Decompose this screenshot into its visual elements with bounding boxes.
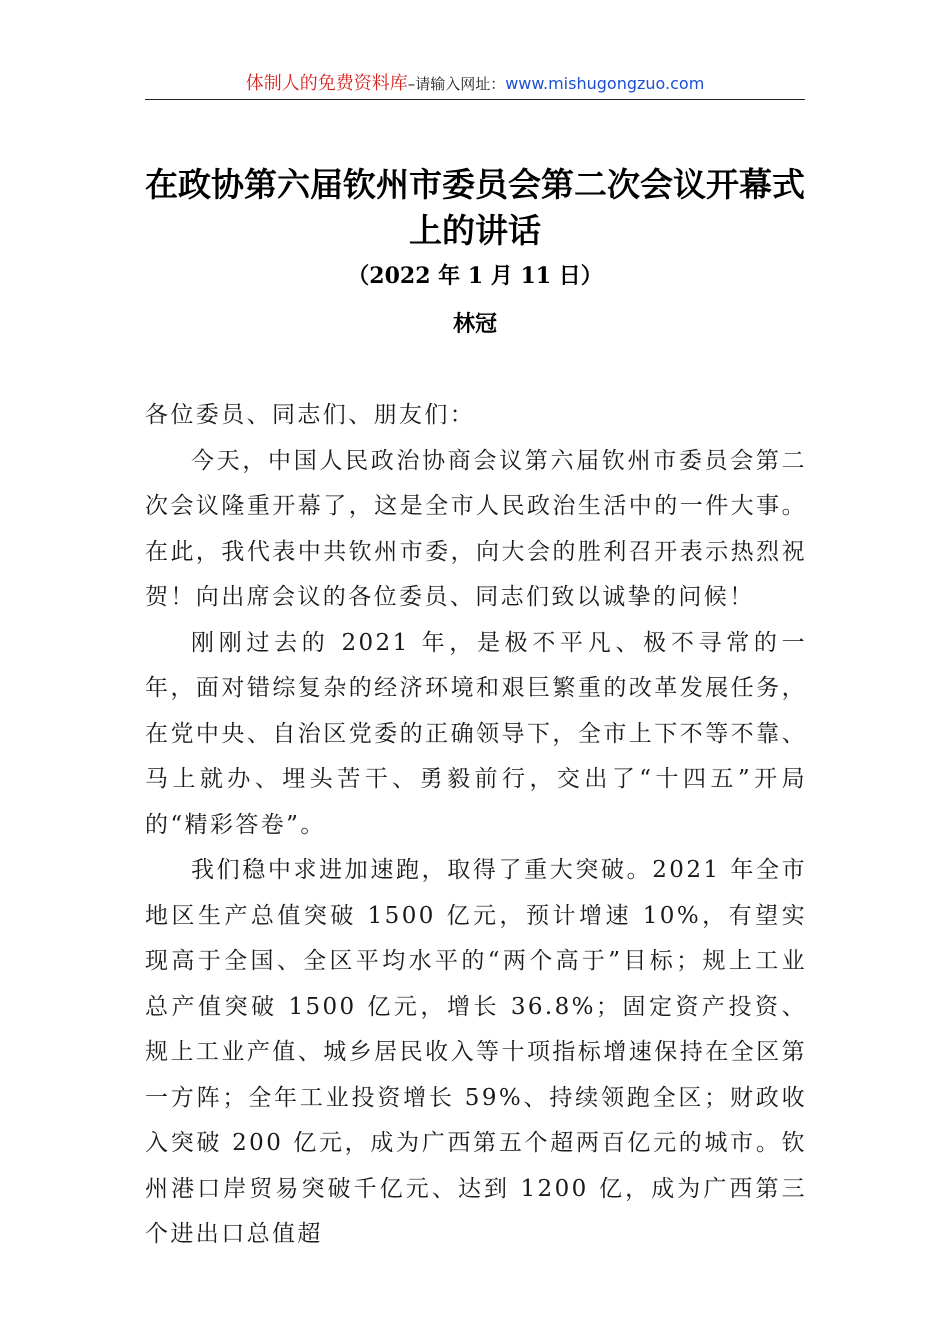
header-brand: 体制人的免费资料库 [245,73,408,94]
salutation: 各位委员、同志们、朋友们： [145,402,476,428]
header-divider [145,99,805,100]
document-author: 林冠 [452,311,497,337]
header-hint: –请输入网址： [407,75,506,93]
header-url-link[interactable]: www.mishugongzuo.com [505,74,705,93]
paragraph: 今天，中国人民政治协商会议第六届钦州市委员会第二次会议隆重开幕了，这是全市人民政治生活中的一件大事。在此，我代表中共钦州市委，向大会的胜利召开表示热烈祝贺！向出席会议的各位委员、同志们致以诚挚的问候！ [145,447,807,610]
paragraph: 我们稳中求进加速跑，取得了重大突破。2021 年全市地区生产总值突破 1500 亿元，预计增速 10%，有望实现高于全国、全区平均水平的“两个高于”目标；规上工业总产值突破 1500 亿元，增长 36.8%；固定资产投资、规上工业产值、城乡居民收入等十项指标增速保持在全区第一方阵；全年工业投资增长 59%、持续领跑全区；财政收入突破 200 亿元，成为广西第五个超两百亿元的城市。钦州港口岸贸易突破千亿元、达到 1200 亿，成为广西第三个进出口总值超 [145,857,807,1247]
document-title: 在政协第六届钦州市委员会第二次会议开幕式上的讲话 [145,165,805,250]
document-date: （2022 年 1 月 11 日） [347,263,603,289]
document-body [145,393,807,1258]
paragraph: 刚刚过去的 2021 年，是极不平凡、极不寻常的一年，面对错综复杂的经济环境和艰巨繁重的改革发展任务，在党中央、自治区党委的正确领导下，全市上下不等不靠、马上就办、埋头苦干、勇毅前行，交出了“十四五”开局的“精彩答卷”。 [145,629,807,838]
page-header [145,68,805,100]
